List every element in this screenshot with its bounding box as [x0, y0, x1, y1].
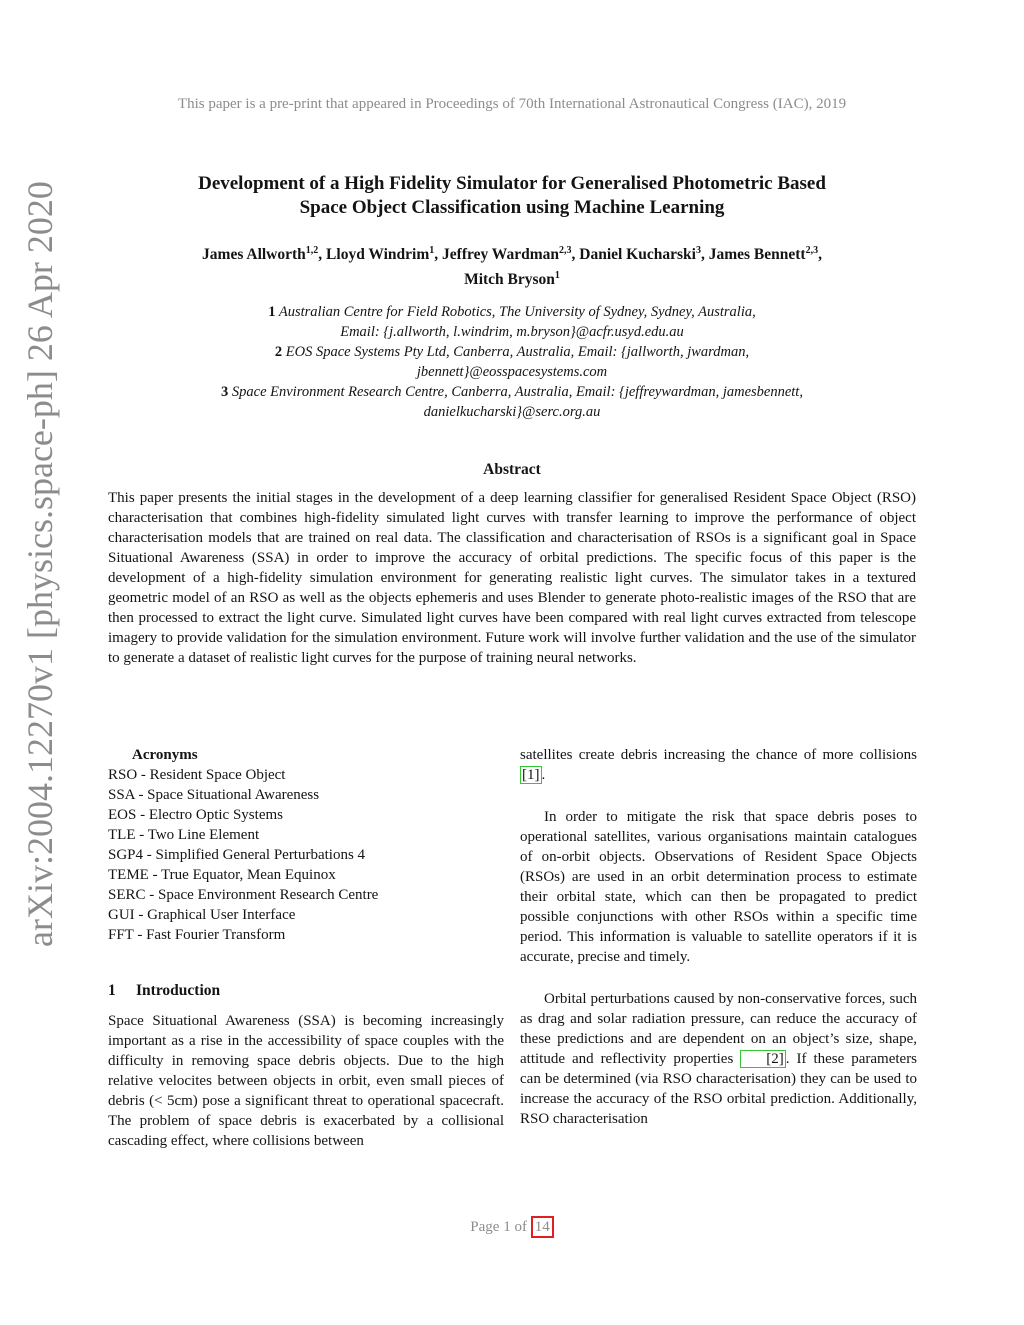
author-name: James Bennett: [708, 246, 806, 264]
author-affiliation-mark: 2,3: [805, 245, 819, 256]
author-affiliation-mark: 2,3: [559, 245, 572, 256]
acronym-item: TLE - Two Line Element: [108, 827, 260, 843]
acronym-item: SSA - Space Situational Awareness: [108, 787, 320, 803]
author-name: Jeffrey Wardman: [442, 246, 559, 264]
acronym-item: GUI - Graphical User Interface: [108, 907, 296, 923]
acronym-item: SGP4 - Simplified General Perturbations 4: [108, 847, 366, 863]
author-affiliation-mark: 3: [695, 245, 701, 256]
author-name: Lloyd Windrim: [326, 246, 430, 264]
section-title: Introduction: [136, 982, 221, 999]
acronym-item: RSO - Resident Space Object: [108, 767, 286, 783]
acronym-item: TEME - True Equator, Mean Equinox: [108, 867, 336, 883]
preprint-note: This paper is a pre-print that appeared in Proceedings of 70th International Astronautical Congress (IAC), 2019: [177, 96, 847, 112]
title-line-2: Space Object Classification using Machine Learning: [299, 197, 725, 218]
intro-paragraph-3: Orbital perturbations caused by non-conservative forces, such as drag and solar radiation pressure, can reduce the accuracy of these predictions and are dependent on an object’s size, shape, attitude and reflectivity properties [2] . If these parameters can be determined (via RSO characterisation) they can be used to increase the accuracy of the RSO orbital prediction. Additionally, RSO characterisation: [520, 991, 918, 1127]
author-affiliation-mark: 1: [429, 245, 435, 256]
acronym-item: SERC - Space Environment Research Centre: [108, 887, 379, 903]
paper-title: [108, 172, 916, 220]
acronym-item: EOS - Electro Optic Systems: [108, 807, 283, 823]
section-heading-introduction: [108, 981, 504, 1001]
citation-link-1[interactable]: [1]: [522, 767, 540, 783]
section-number: 1: [108, 982, 116, 999]
affiliation-1: 1 Australian Centre for Field Robotics, The University of Sydney, Sydney, Australia, Email: {j.allworth, l.windrim, m.bryson}@acfr.usyd.edu.au: [268, 304, 756, 340]
acronym-item: FFT - Fast Fourier Transform: [108, 927, 286, 943]
affiliations: [108, 302, 916, 422]
citation-link-2[interactable]: [2]: [740, 1050, 786, 1068]
abstract-body: This paper presents the initial stages in the development of a deep learning classifier for generalised Resident Space Object (RSO) characterisation that combines high-fidelity simulated light curves with transfer learning to improve the performance of object characterisation models that are trained on real data. The classification and characterisation of RSOs is a significant goal in Space Situational Awareness (SSA) in order to improve the accuracy of orbital predictions. The specific focus of this paper is the development of a high-fidelity simulation environment for generating realistic light curves. The simulator takes in a textured geometric model of an RSO as well as the objects ephemeris and uses Blender to generate photo-realistic images of the RSO that are then processed to extract the light curve. Simulated light curves have been compared with real light curves extracted from telescope imagery to provide validation for the simulation environment. Future work will involve further validation and the use of the simulator to generate a dataset of realistic light curves for the purpose of training neural networks.: [108, 490, 916, 666]
page-total-link[interactable]: 14: [531, 1216, 554, 1238]
intro-paragraph-2: In order to mitigate the risk that space debris poses to operational satellites, various organisations maintain catalogues of on-orbit objects. Observations of Resident Space Objects (RSOs) are used in an orbit determination process to estimate their orbital state, which can then be propagated to predict possible conjunctions with other RSOs within a specific time period. This information is valuable to satellite operators if it is accurate, precise and timely.: [520, 809, 917, 965]
intro-paragraph-1-continued: satellites create debris increasing the chance of more collisions [1] .: [520, 747, 917, 783]
left-column: [108, 745, 504, 1151]
author-affiliation-mark: 1: [554, 270, 560, 282]
acronym-list: [108, 765, 504, 945]
affiliation-2: 2 EOS Space Systems Pty Ltd, Canberra, Australia, Email: {jallworth, jwardman, jbennett}@eosspacesystems.com: [274, 344, 750, 380]
title-line-1: Development of a High Fidelity Simulator for Generalised Photometric Based: [198, 173, 826, 194]
acronyms-heading: Acronyms: [132, 747, 198, 763]
arxiv-identifier-stamp: arXiv:2004.12270v1 [physics.space-ph] 26 Apr 2020: [20, 181, 60, 947]
author-name: James Allworth: [202, 246, 306, 264]
intro-paragraph-1: Space Situational Awareness (SSA) is becoming increasingly important as a rise in the accessibility of space couples with the difficulty in removing space debris objects. Due to the high relative velocites between objects in orbit, even small pieces of debris (< 5cm) pose a significant threat to operational spacecraft. The problem of space debris is exacerbated by a collisional cascading effect, where collisions between: [108, 1013, 504, 1149]
author-list: James Allworth$^{1,2}$, Lloyd Windrim$^1$, Jeffrey Wardman$^{2,3}$, Daniel Kucharski$^3$, James Bennett$^{2,3}$, Mitch Bryson$^1$: [202, 245, 822, 289]
author-name: Daniel Kucharski: [579, 246, 696, 264]
page-number-label: Page 1 of: [470, 1219, 527, 1235]
page-footer: [0, 1216, 1024, 1238]
abstract-heading: Abstract: [483, 461, 541, 478]
author-affiliation-mark: 1,2: [305, 245, 319, 256]
author-name: Mitch Bryson: [464, 271, 555, 289]
right-column: [520, 745, 917, 1129]
affiliation-3: 3 Space Environment Research Centre, Canberra, Australia, Email: {jeffreywardman, jamesbennett, danielkucharski}@serc.org.au: [221, 384, 803, 420]
